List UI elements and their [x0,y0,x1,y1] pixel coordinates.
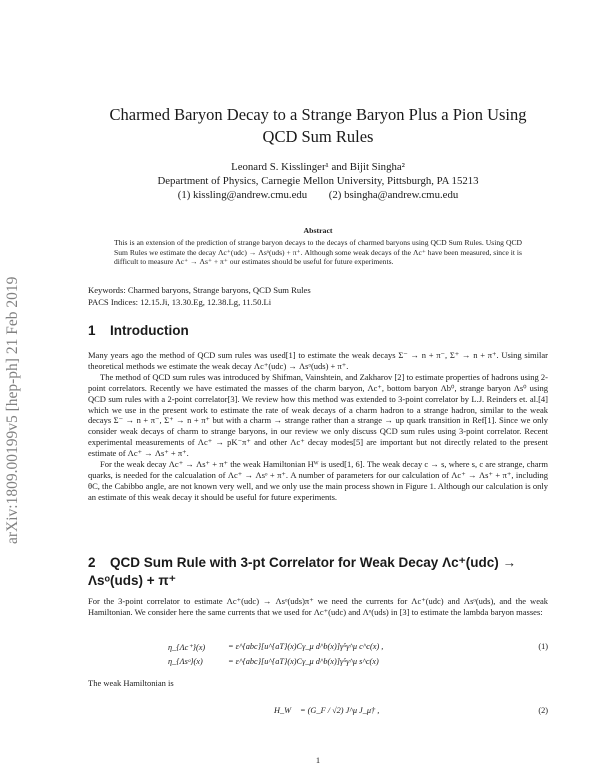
equation-1 [88,642,548,670]
page-number: 1 [315,755,321,765]
eq2-rhs: = (G_F / √2) J^μ J_μ† , [300,706,380,715]
paragraph: The weak Hamiltonian is [88,678,174,688]
eq1-rhs-lambda-c: = ε^{abc}[u^{aT}(x)Cγ_μ d^b(x)]γ⁵γ^μ c^c(x) , [228,642,384,651]
section-1-number: 1 [88,323,96,338]
pacs-indices: PACS Indices: 12.15.Ji, 13.30.Eg, 12.38.Lg, 11.50.Li [88,297,272,307]
equation-2 [88,703,548,723]
eq1-lhs-lambda-c: η_{Λc⁺}(x) [168,643,206,652]
weak-hamiltonian-intro [88,678,548,689]
eq1-lhs-lambda-s: η_{Λsᵒ}(x) [168,657,203,666]
paper-title [88,104,548,148]
eq2-lhs: H_W [274,706,292,715]
author-block [88,160,548,202]
arxiv-identifier-stamp: arXiv:1809.00199v5 [hep-ph] 21 Feb 2019 [4,276,21,544]
title-line-1: Charmed Baryon Decay to a Strange Baryon Plus a Pion Using [109,105,527,124]
section-1-title: Introduction [110,323,189,338]
section-2-title-line-2: Λsᵒ(uds) + π⁺ [88,573,176,588]
equation-2-number: (2) [538,706,548,715]
keywords: Keywords: Charmed baryons, Strange baryons, QCD Sum Rules [88,285,311,295]
author-names: Leonard S. Kisslinger¹ and Bijit Singha² [231,161,405,173]
affiliation: Department of Physics, Carnegie Mellon University, Pittsburgh, PA 15213 [157,175,479,187]
eq1-rhs-lambda-s: = ε^{abc}[u^{aT}(x)Cγ_μ d^b(x)]γ⁵γ^μ s^c(x) [228,657,379,666]
section-1-heading [88,322,548,340]
paragraph: Many years ago the method of QCD sum rules was used[1] to estimate the weak decays Σ⁻ → n + π⁻, Σ⁺ → n + π⁺. Using similar theoretical methods we estimate the weak decay Λc⁺(udc) → Λsᵒ(uds) + π⁺. [88,350,548,371]
title-line-2: QCD Sum Rules [262,127,374,146]
section-2-number: 2 [88,555,96,570]
section-2-intro [88,596,548,618]
author-emails: (1) kissling@andrew.cmu.edu (2) bsingha@andrew.cmu.edu [177,189,459,201]
section-2-title-line-1: QCD Sum Rule with 3-pt Correlator for Weak Decay Λc⁺(udc) → [110,555,516,570]
paragraph: For the weak decay Λc⁺ → Λs⁺ + π⁺ the weak Hamiltonian Hᵂ is used[1, 6]. The weak decay c → s, where s, c are strange, charm quarks, is needed for the calcualation of Λc⁺ → Λsᵒ + π⁺. A number of parameters for our calculation of Λc⁺ → Λs⁺ + π⁺, including θC, the Cabibbo angle, are not known very well, and we only use the main process shown in Figure 1. Although our calculation is only an estimate of this weak decay it should be useful for future experiments. [88,459,548,502]
section-1-body [88,350,548,503]
paragraph: For the 3-point correlator to estimate Λc⁺(udc) → Λsᵒ(uds)π⁺ we need the currents for Λc⁺(udc) and Λsᵒ(uds), and the weak Hamiltonian. We consider here the same currents that we used for Λc⁺(udc) and Λᵒ(uds) in [3] to estimate the lambda baryon masses: [88,596,548,617]
paragraph: The method of QCD sum rules was introduced by Shifman, Vainshtein, and Zakharov [2] to estimate properties of hadrons using 2-point correlators. Recently we have estimated the masses of the charm baryon, Λc⁺, bottom baryon Λb⁰, strange baryon Λs⁰ using QCD sum rules with a 2-point correlator[3]. We review how this method was extended to 3-point correlator by L.J. Reinders et. al.[4] which we use in the present work to estimate the rate of weak decays of a charm hadron to a strange hadron, similar to the weak decays Σ⁻ → n + π⁻, Σ⁺ → n + π⁺ but with a charm → strange rather than a strange → up quark transition in Ref[1]. Since we only consider weak decays of charm to strange baryons, in our review we only discuss QCD sum rules using 3-point correlator. Recent experimental measurements of Λc⁺ → pK⁻π⁺ and other Λc⁺ decay modes[5] are important but not directly related to the present estimate of Λc⁺ → Λs⁺ + π⁺. [88,371,548,459]
section-2-heading [88,554,548,590]
equation-1-number: (1) [538,642,548,651]
abstract-heading: Abstract [303,226,333,235]
abstract-text: This is an extension of the prediction of strange baryon decays to the decays of charmed baryons using QCD Sum Rules. Using QCD Sum Rules we estimate the decay Λc⁺(udc) → Λsᵒ(uds) + π⁺. Although some weak decays of the Λc⁺ have been measured, since it is difficult to measure Λc⁺ → Λs⁺ + π⁺ our estimates should be useful for future experiments. [114,238,522,267]
